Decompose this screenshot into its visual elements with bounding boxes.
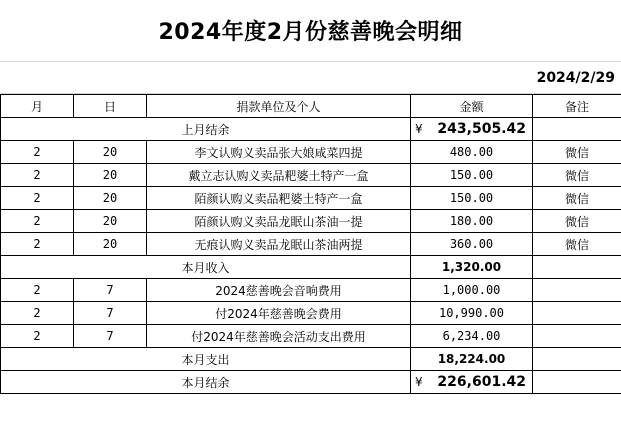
row-note: 微信 bbox=[533, 187, 621, 210]
row-amount: 6,234.00 bbox=[411, 325, 533, 348]
row-note bbox=[533, 302, 621, 325]
row-desc: 付2024年慈善晚会活动支出费用 bbox=[147, 325, 411, 348]
table-row: 2 7 付2024年慈善晚会活动支出费用 6,234.00 bbox=[1, 325, 621, 348]
row-note: 微信 bbox=[533, 141, 621, 164]
report-date: 2024/2/29 bbox=[536, 70, 615, 86]
row-note: 微信 bbox=[533, 233, 621, 256]
current-balance-value: 226,601.42 bbox=[437, 374, 526, 390]
row-desc: 付2024年慈善晚会费用 bbox=[147, 302, 411, 325]
last-balance-amount bbox=[411, 118, 533, 141]
row-amount: 150.00 bbox=[411, 164, 533, 187]
date-row bbox=[0, 62, 621, 94]
table-row: 2 20 戴立志认购义卖品粑婆土特产一盒 150.00 微信 bbox=[1, 164, 621, 187]
row-note bbox=[533, 279, 621, 302]
header-day: 日 bbox=[74, 95, 147, 118]
row-desc: 陌颜认购义卖品粑婆土特产一盒 bbox=[147, 187, 411, 210]
ledger-table bbox=[0, 94, 621, 394]
row-amount: 360.00 bbox=[411, 233, 533, 256]
row-amount: 10,990.00 bbox=[411, 302, 533, 325]
row-amount: 150.00 bbox=[411, 187, 533, 210]
table-row: 2 20 陌颜认购义卖品粑婆土特产一盒 150.00 微信 bbox=[1, 187, 621, 210]
expense-total-value: 18,224.00 bbox=[411, 348, 533, 371]
table-row: 2 20 李文认购义卖品张大娘咸菜四提 480.00 微信 bbox=[1, 141, 621, 164]
income-total-label: 本月收入 bbox=[1, 256, 411, 279]
row-note: 微信 bbox=[533, 164, 621, 187]
row-desc: 李文认购义卖品张大娘咸菜四提 bbox=[147, 141, 411, 164]
header-row bbox=[1, 95, 621, 118]
currency-symbol: ¥ bbox=[415, 122, 423, 136]
row-amount: 1,000.00 bbox=[411, 279, 533, 302]
last-balance-label: 上月结余 bbox=[1, 118, 411, 141]
table-row: 2 7 2024慈善晚会音响费用 1,000.00 bbox=[1, 279, 621, 302]
currency-symbol: ¥ bbox=[415, 375, 423, 389]
row-amount: 480.00 bbox=[411, 141, 533, 164]
current-balance-row bbox=[1, 371, 621, 394]
table-row: 2 20 无痕认购义卖品龙眠山茶油两提 360.00 微信 bbox=[1, 233, 621, 256]
row-desc: 2024慈善晚会音响费用 bbox=[147, 279, 411, 302]
header-desc: 捐款单位及个人 bbox=[147, 95, 411, 118]
header-note: 备注 bbox=[533, 95, 621, 118]
last-balance-value: 243,505.42 bbox=[437, 121, 526, 137]
expense-total-label: 本月支出 bbox=[1, 348, 411, 371]
header-amount: 金额 bbox=[411, 95, 533, 118]
table-row: 2 7 付2024年慈善晚会费用 10,990.00 bbox=[1, 302, 621, 325]
row-desc: 无痕认购义卖品龙眠山茶油两提 bbox=[147, 233, 411, 256]
row-amount: 180.00 bbox=[411, 210, 533, 233]
row-desc: 戴立志认购义卖品粑婆土特产一盒 bbox=[147, 164, 411, 187]
income-total-row bbox=[1, 256, 621, 279]
current-balance-amount bbox=[411, 371, 533, 394]
last-balance-note bbox=[533, 118, 621, 141]
expense-total-row bbox=[1, 348, 621, 371]
last-balance-row bbox=[1, 118, 621, 141]
header-month: 月 bbox=[1, 95, 74, 118]
income-total-value: 1,320.00 bbox=[411, 256, 533, 279]
current-balance-label: 本月结余 bbox=[1, 371, 411, 394]
row-note bbox=[533, 325, 621, 348]
table-row: 2 20 陌颜认购义卖品龙眠山茶油一提 180.00 微信 bbox=[1, 210, 621, 233]
row-note: 微信 bbox=[533, 210, 621, 233]
row-desc: 陌颜认购义卖品龙眠山茶油一提 bbox=[147, 210, 411, 233]
sheet-title: 2024年度2月份慈善晚会明细 bbox=[0, 0, 621, 62]
